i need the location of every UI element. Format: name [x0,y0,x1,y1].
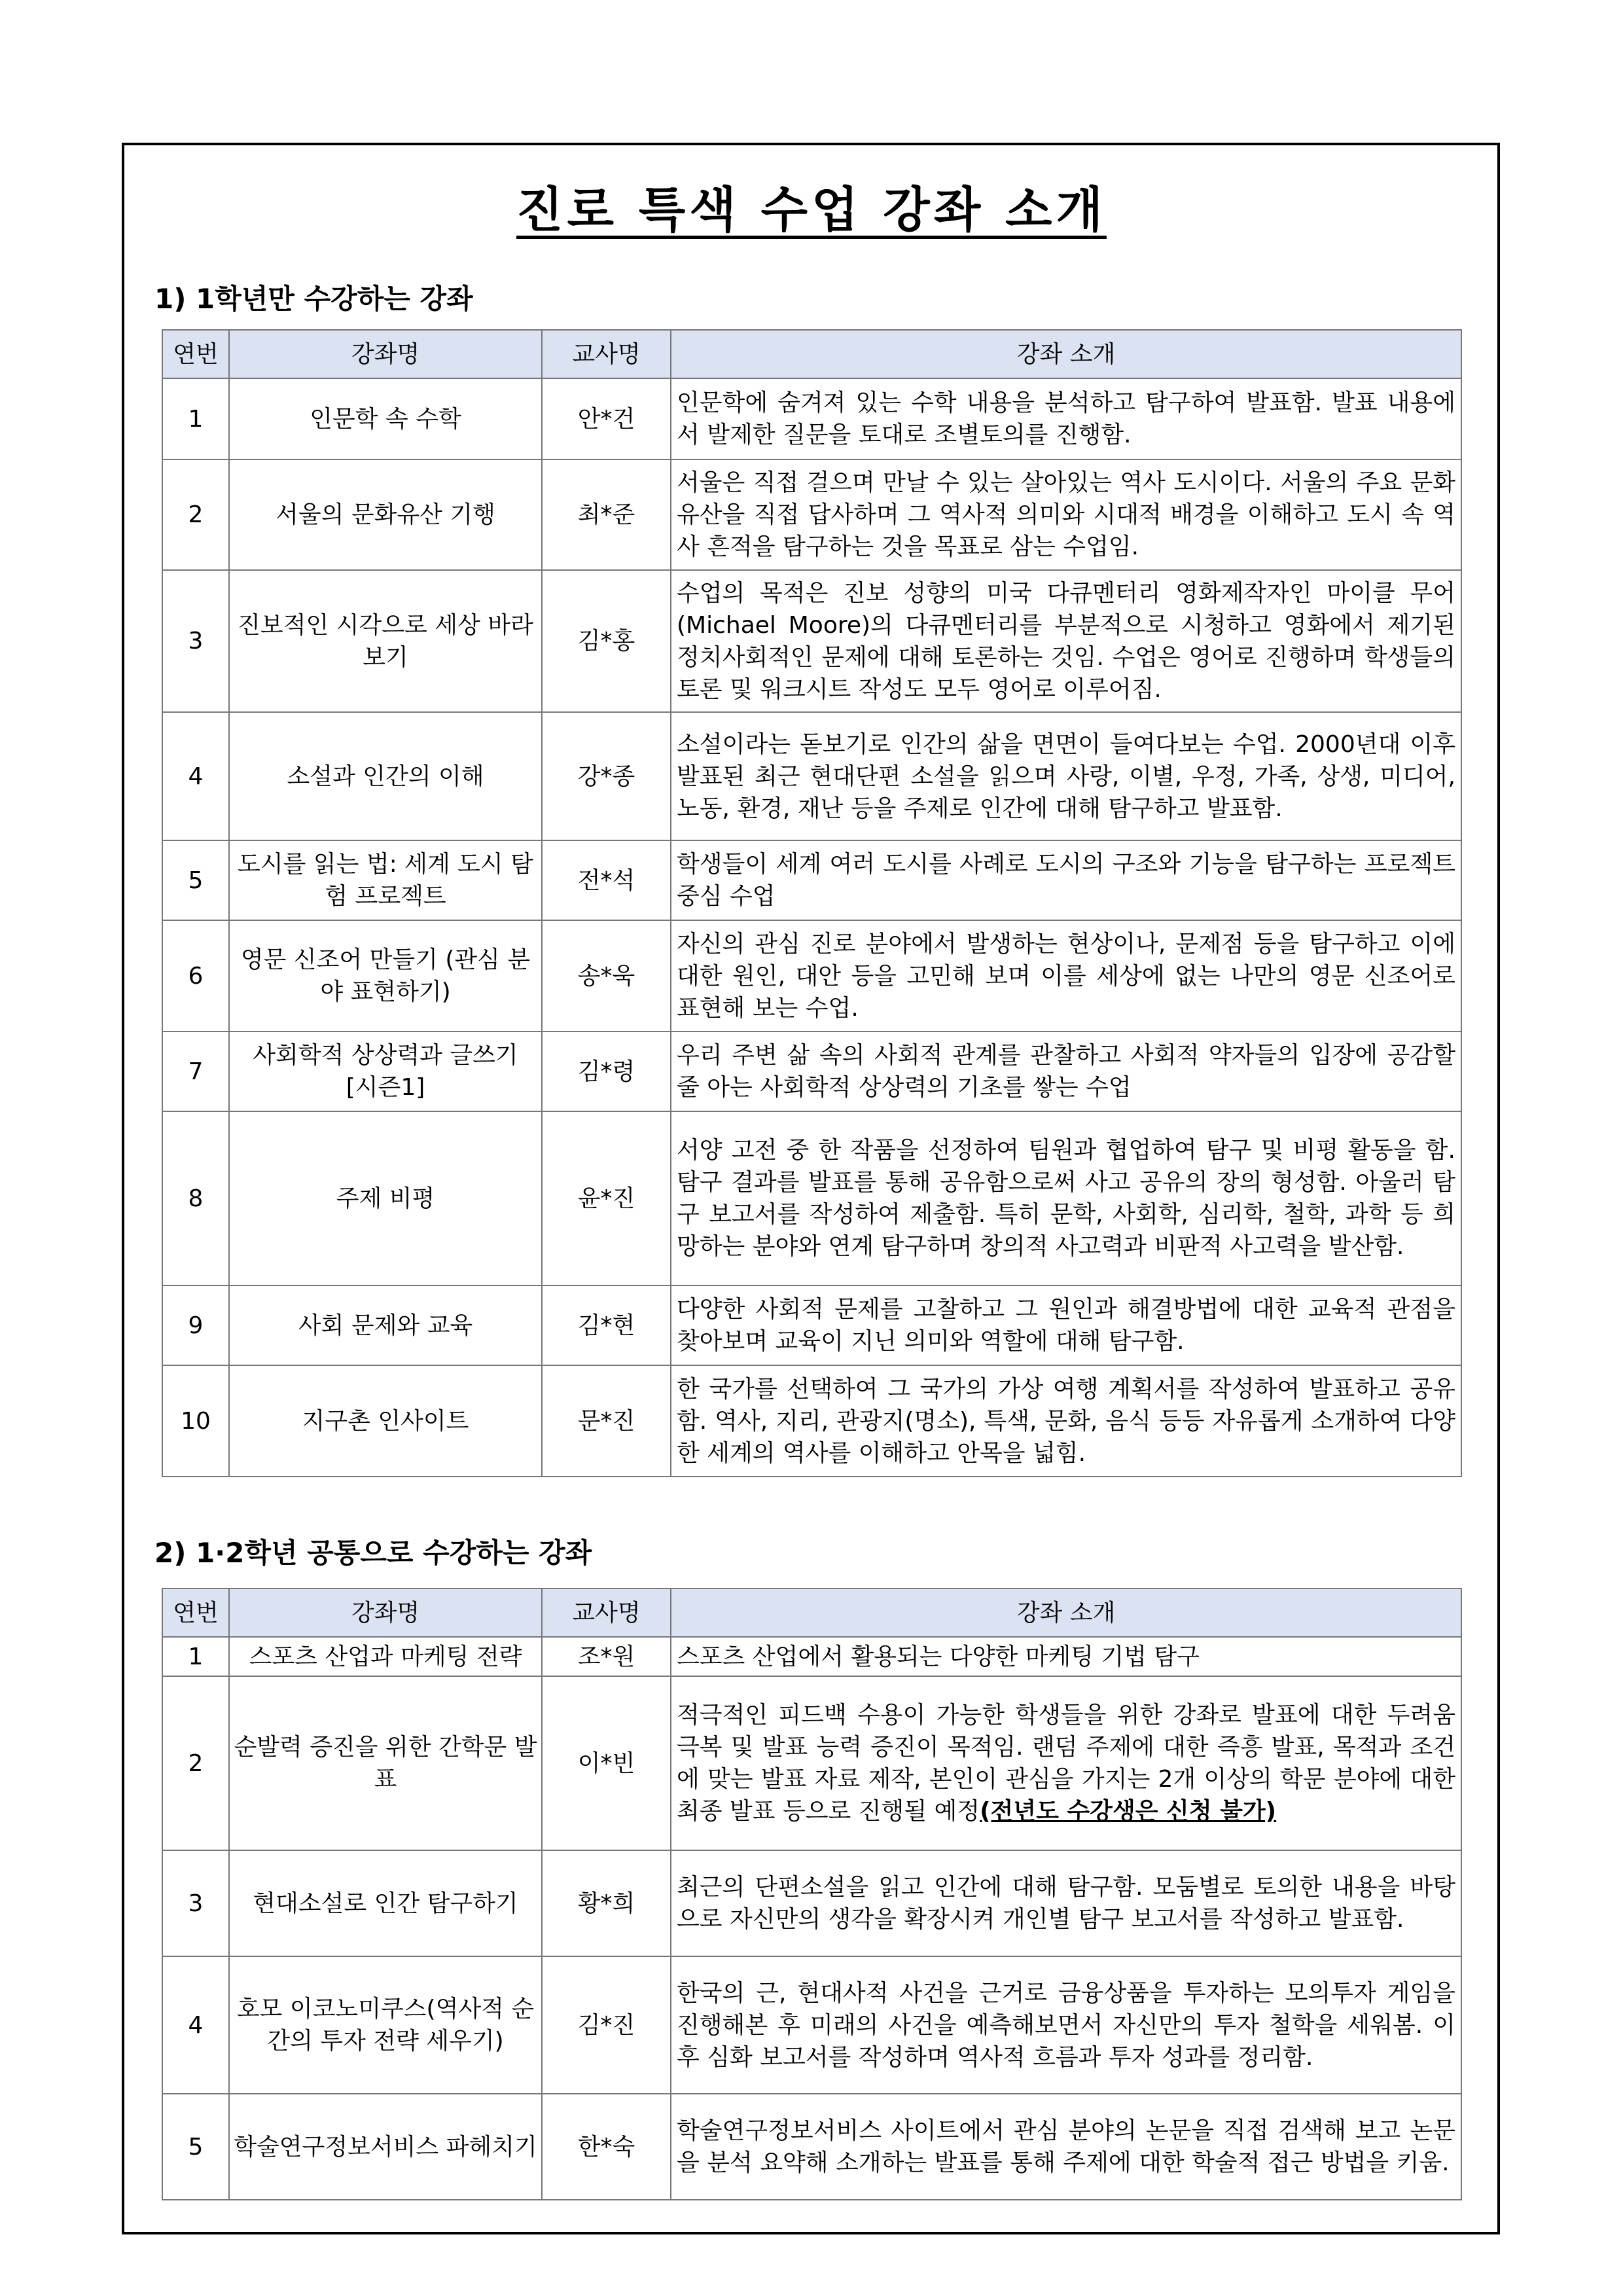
table-row [162,378,1461,459]
row-intro-with-notice [671,1676,1461,1850]
col-header-no: 연번 [162,330,229,378]
row-course-name: 서울의 문화유산 기행 [229,459,542,570]
row-intro: 서양 고전 중 한 작품을 선정하여 팀원과 협업하여 탐구 및 비평 활동을 함. 탐구 결과를 발표를 통해 공유함으로써 사고 공유의 장의 형성함. 아울러 탐구 보고서를 작성하여 제출함. 특히 문학, 사회학, 심리학, 철학, 과학 등 희망하는 분야와 연계 탐구하며 창의적 사고력과 비판적 사고력을 발산함. [671,1111,1461,1285]
table-row [162,1111,1461,1285]
row-intro: 최근의 단편소설을 읽고 인간에 대해 탐구함. 모둠별로 토의한 내용을 바탕으로 자신만의 생각을 확장시켜 개인별 탐구 보고서를 작성하고 발표함. [671,1850,1461,1956]
table-header [162,330,1461,378]
row-teacher: 김*령 [542,1031,671,1111]
row-course-name: 사회학적 상상력과 글쓰기 [시즌1] [229,1031,542,1111]
table-row [162,1850,1461,1956]
table-row [162,2094,1461,2200]
row-no: 4 [162,1956,229,2094]
row-no: 2 [162,1676,229,1850]
enrollment-notice: (전년도 수강생은 신청 불가) [980,1798,1277,1825]
header-row [162,330,1461,378]
row-intro: 서울은 직접 걸으며 만날 수 있는 살아있는 역사 도시이다. 서울의 주요 문화유산을 직접 답사하며 그 역사적 의미와 시대적 배경을 이해하고 도시 속 역사 흔적을 탐구하는 것을 목표로 삼는 수업임. [671,459,1461,570]
table-row [162,1956,1461,2094]
row-course-name: 소설과 인간의 이해 [229,712,542,840]
row-teacher: 문*진 [542,1365,671,1477]
row-teacher: 조*원 [542,1637,671,1676]
row-no: 5 [162,840,229,920]
row-course-name: 호모 이코노미쿠스(역사적 순간의 투자 전략 세우기) [229,1956,542,2094]
page-title-wrap [0,171,1623,241]
table-row [162,459,1461,570]
row-intro: 다양한 사회적 문제를 고찰하고 그 원인과 해결방법에 대한 교육적 관점을 찾아보며 교육이 지닌 의미와 역할에 대해 탐구함. [671,1285,1461,1365]
row-teacher: 전*석 [542,840,671,920]
row-teacher: 강*종 [542,712,671,840]
row-no: 7 [162,1031,229,1111]
row-teacher: 김*현 [542,1285,671,1365]
row-teacher: 이*빈 [542,1676,671,1850]
row-course-name: 지구촌 인사이트 [229,1365,542,1477]
section-1-heading: 1) 1학년만 수강하는 강좌 [154,283,473,315]
col-header-no: 연번 [162,1588,229,1637]
row-intro: 적극적인 피드백 수용이 가능한 학생들을 위한 강좌로 발표에 대한 두려움 극복 및 발표 능력 증진이 목적임. 랜덤 주제에 대한 즉흥 발표, 목적과 조건에 맞는 발표 자료 제작, 본인이 관심을 가지는 2개 이상의 학문 분야에 대한 최종 발표 등으로 진행될 예정 [677,1702,1455,1825]
row-no: 3 [162,1850,229,1956]
row-no: 10 [162,1365,229,1477]
page-title: 진로 특색 수업 강좌 소개 [516,182,1107,238]
col-header-course-name: 강좌명 [229,330,542,378]
row-intro: 학술연구정보서비스 사이트에서 관심 분야의 논문을 직접 검색해 보고 논문을 분석 요약해 소개하는 발표를 통해 주제에 대한 학술적 접근 방법을 키움. [671,2094,1461,2200]
row-course-name: 순발력 증진을 위한 간학문 발표 [229,1676,542,1850]
row-course-name: 사회 문제와 교육 [229,1285,542,1365]
row-course-name: 스포츠 산업과 마케팅 전략 [229,1637,542,1676]
row-no: 1 [162,378,229,459]
col-header-teacher: 교사명 [542,330,671,378]
col-header-intro: 강좌 소개 [671,330,1461,378]
row-course-name: 학술연구정보서비스 파헤치기 [229,2094,542,2200]
header-row [162,1588,1461,1637]
row-no: 3 [162,570,229,712]
table-row [162,1285,1461,1365]
row-intro: 인문학에 숨겨져 있는 수학 내용을 분석하고 탐구하여 발표함. 발표 내용에서 발제한 질문을 토대로 조별토의를 진행함. [671,378,1461,459]
row-intro: 한국의 근, 현대사적 사건을 근거로 금융상품을 투자하는 모의투자 게임을 진행해본 후 미래의 사건을 예측해보면서 자신만의 투자 철학을 세워봄. 이후 심화 보고서를 작성하며 역사적 흐름과 투자 성과를 정리함. [671,1956,1461,2094]
row-intro: 스포츠 산업에서 활용되는 다양한 마케팅 기법 탐구 [671,1637,1461,1676]
row-intro: 소설이라는 돋보기로 인간의 삶을 면면이 들여다보는 수업. 2000년대 이후 발표된 최근 현대단편 소설을 읽으며 사랑, 이별, 우정, 가족, 상생, 미디어, 노동, 환경, 재난 등을 주제로 인간에 대해 탐구하고 발표함. [671,712,1461,840]
row-course-name: 현대소설로 인간 탐구하기 [229,1850,542,1956]
table-row [162,840,1461,920]
table-row [162,1031,1461,1111]
table-row [162,712,1461,840]
table-row [162,920,1461,1031]
row-no: 1 [162,1637,229,1676]
row-course-name: 진보적인 시각으로 세상 바라보기 [229,570,542,712]
row-teacher: 김*진 [542,1956,671,2094]
row-course-name: 도시를 읽는 법: 세계 도시 탐험 프로젝트 [229,840,542,920]
table-row [162,570,1461,712]
row-teacher: 황*희 [542,1850,671,1956]
row-teacher: 한*숙 [542,2094,671,2200]
row-course-name: 영문 신조어 만들기 (관심 분야 표현하기) [229,920,542,1031]
row-intro: 우리 주변 삶 속의 사회적 관계를 관찰하고 사회적 약자들의 입장에 공감할 줄 아는 사회학적 상상력의 기초를 쌓는 수업 [671,1031,1461,1111]
col-header-teacher: 교사명 [542,1588,671,1637]
section-1-table [162,329,1462,1477]
row-intro: 자신의 관심 진로 분야에서 발생하는 현상이나, 문제점 등을 탐구하고 이에 대한 원인, 대안 등을 고민해 보며 이를 세상에 없는 나만의 영문 신조어로 표현해 보는 수업. [671,920,1461,1031]
section-2-table [162,1588,1462,2200]
section-2-heading: 2) 1·2학년 공통으로 수강하는 강좌 [154,1537,592,1569]
row-intro: 학생들이 세계 여러 도시를 사례로 도시의 구조와 기능을 탐구하는 프로젝트 중심 수업 [671,840,1461,920]
row-teacher: 최*준 [542,459,671,570]
row-intro: 수업의 목적은 진보 성향의 미국 다큐멘터리 영화제작자인 마이클 무어(Michael Moore)의 다큐멘터리를 부분적으로 시청하고 영화에서 제기된 정치사회적인 문제에 대해 토론하는 것임. 수업은 영어로 진행하며 학생들의 토론 및 워크시트 작성도 모두 영어로 이루어짐. [671,570,1461,712]
row-no: 4 [162,712,229,840]
row-teacher: 안*건 [542,378,671,459]
col-header-intro: 강좌 소개 [671,1588,1461,1637]
row-no: 5 [162,2094,229,2200]
col-header-course-name: 강좌명 [229,1588,542,1637]
row-no: 6 [162,920,229,1031]
table-row [162,1637,1461,1676]
row-no: 2 [162,459,229,570]
row-no: 8 [162,1111,229,1285]
table-row [162,1365,1461,1477]
row-teacher: 윤*진 [542,1111,671,1285]
row-teacher: 송*욱 [542,920,671,1031]
row-course-name: 주제 비평 [229,1111,542,1285]
row-teacher: 김*홍 [542,570,671,712]
row-intro: 한 국가를 선택하여 그 국가의 가상 여행 계획서를 작성하여 발표하고 공유함. 역사, 지리, 관광지(명소), 특색, 문화, 음식 등등 자유롭게 소개하여 다양한 세계의 역사를 이해하고 안목을 넓힘. [671,1365,1461,1477]
table-row [162,1676,1461,1850]
row-course-name: 인문학 속 수학 [229,378,542,459]
row-no: 9 [162,1285,229,1365]
table-header [162,1588,1461,1637]
